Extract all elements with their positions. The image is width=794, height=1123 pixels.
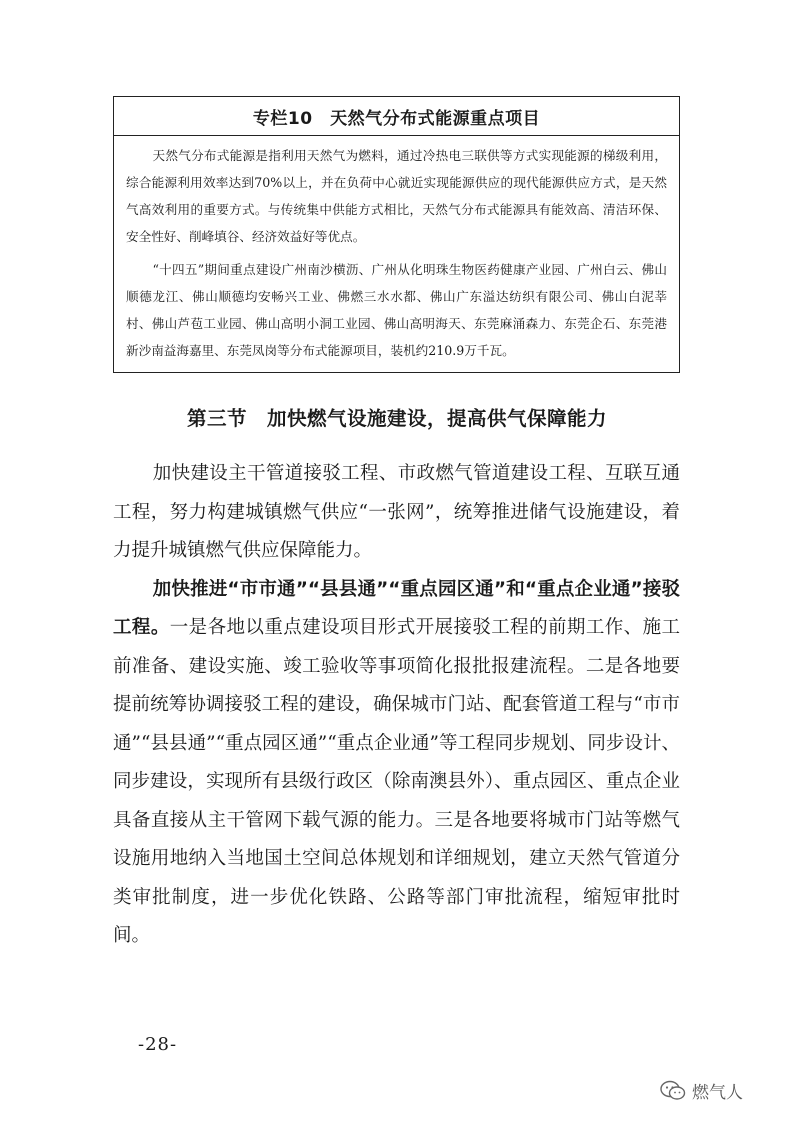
paragraph: 加快建设主干管道接驳工程、市政燃气管道建设工程、互联互通工程，努力构建城镇燃气供应“一张网”，统筹推进储气设施建设，着力提升城镇燃气供应保障能力。 [113,463,680,561]
watermark [660,1078,743,1103]
box-paragraph: “十四五”期间重点建设广州南沙横沥、广州从化明珠生物医药健康产业园、广州白云、佛山顺德龙江、佛山顺德均安畅兴工业、佛燃三水水都、佛山广东溢达纺织有限公司、佛山白泥莘村、佛山芦苞工业园、佛山高明小洞工业园、佛山高明海天、东莞麻涌森力、东莞企石、东莞港新沙南益海嘉里、东莞凤岗等分布式能源项目，装机约210.9万千瓦。 [126,262,667,358]
wechat-icon [660,1080,686,1102]
box-body [114,136,679,364]
sidebar-box [113,96,680,373]
watermark-text: 燃气人 [692,1083,743,1103]
section-title: 第三节 加快燃气设施建设，提高供气保障能力 [186,407,607,430]
paragraph [113,571,680,956]
main-text [113,455,680,956]
page-number: -28- [138,1034,178,1055]
paragraph-body: 一是各地以重点建设项目形式开展接驳工程的前期工作、施工前准备、建设实施、竣工验收等事项简化报批报建流程。二是各地要提前统筹协调接驳工程的建设，确保城市门站、配套管道工程与“市市通”“县县通”“重点园区通”“重点企业通”等工程同步规划、同步设计、同步建设，实现所有县级行政区（除南澳县外）、重点园区、重点企业具备直接从主干管网下载气源的能力。三是各地要将城市门站等燃气设施用地纳入当地国土空间总体规划和详细规划，建立天然气管道分类审批制度，进一步优化铁路、公路等部门审批流程，缩短审批时间。 [113,617,680,946]
paragraph-lead: 加快推进“市市通”“县县通”“重点园区通”和“重点企业通”接驳工程。 [113,578,680,638]
box-title: 专栏10 天然气分布式能源重点项目 [114,97,679,136]
box-paragraph: 天然气分布式能源是指利用天然气为燃料，通过冷热电三联供等方式实现能源的梯级利用，综合能源利用效率达到70%以上，并在负荷中心就近实现能源供应的现代能源供应方式，是天然气高效利用的重要方式。与传统集中供能方式相比，天然气分布式能源具有能效高、清洁环保、安全性好、削峰填谷、经济效益好等优点。 [126,148,667,244]
